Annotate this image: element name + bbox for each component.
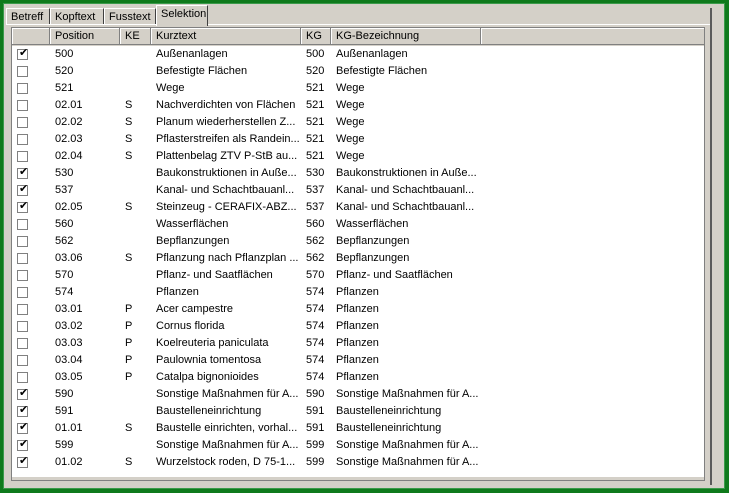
cell-ke: P [125, 320, 133, 332]
row-checkbox[interactable] [17, 168, 28, 179]
table-row[interactable] [12, 46, 704, 63]
row-checkbox[interactable] [17, 321, 28, 332]
cell-ke [120, 267, 151, 284]
cell-position: 03.02 [55, 320, 83, 332]
cell-kg: 562 [306, 235, 325, 247]
cell-kg-bezeichnung: Befestigte Flächen [336, 65, 428, 77]
cell-kurztext: Planum wiederherstellen Z... [156, 116, 296, 128]
cell-kg: 574 [306, 303, 325, 315]
cell-kurztext: Catalpa bignonioides [156, 371, 259, 383]
table-row[interactable] [12, 165, 704, 182]
cell-kg-bezeichnung: Pflanzen [336, 371, 379, 383]
cell-kg: 570 [306, 269, 325, 281]
table-row[interactable] [12, 267, 704, 284]
cell-kg-bezeichnung: Baukonstruktionen in Auße... [336, 167, 477, 179]
cell-position: 02.02 [55, 116, 83, 128]
cell-kg-bezeichnung: Wege [336, 116, 365, 128]
cell-kg: 560 [306, 218, 325, 230]
cell-kg: 520 [306, 65, 325, 77]
table-row[interactable] [12, 403, 704, 420]
cell-position: 562 [55, 235, 74, 247]
grid-header [12, 28, 704, 46]
cell-position: 500 [55, 48, 74, 60]
cell-kg-bezeichnung: Kanal- und Schachtbauanl... [336, 184, 475, 196]
cell-position: 03.04 [55, 354, 83, 366]
cell-kg: 574 [306, 286, 325, 298]
cell-kg: 590 [306, 388, 325, 400]
cell-position: 574 [55, 286, 74, 298]
cell-kurztext: Pflanz- und Saatflächen [156, 269, 273, 281]
cell-kg: 537 [306, 184, 325, 196]
cell-kurztext: Baukonstruktionen in Auße... [156, 167, 297, 179]
cell-kurztext: Baustelle einrichten, vorhal... [156, 422, 298, 434]
row-checkbox[interactable] [17, 287, 28, 298]
cell-position: 03.01 [55, 303, 83, 315]
row-checkbox[interactable] [17, 457, 28, 468]
tab-bar [6, 5, 714, 25]
cell-kg-bezeichnung: Wege [336, 82, 365, 94]
table-row[interactable] [12, 114, 704, 131]
cell-kurztext: Wege [156, 82, 185, 94]
cell-position: 520 [55, 65, 74, 77]
cell-kg: 537 [306, 201, 325, 213]
cell-kurztext: Wurzelstock roden, D 75-1... [156, 456, 296, 468]
table-row[interactable] [12, 301, 704, 318]
table-row[interactable] [12, 420, 704, 437]
cell-ke [120, 284, 151, 301]
cell-kg: 591 [306, 422, 325, 434]
cell-kurztext: Sonstige Maßnahmen für A... [156, 388, 299, 400]
table-row[interactable] [12, 199, 704, 216]
cell-kurztext: Koelreuteria paniculata [156, 337, 269, 349]
cell-ke [120, 46, 151, 63]
cell-kg: 574 [306, 371, 325, 383]
cell-kg: 521 [306, 116, 325, 128]
cell-kurztext: Bepflanzungen [156, 235, 230, 247]
row-checkbox[interactable] [17, 219, 28, 230]
column-header-kg[interactable]: KG [301, 28, 331, 45]
column-header-kg-bezeichnung[interactable]: KG-Bezeichnung [331, 28, 481, 45]
cell-kg-bezeichnung: Pflanzen [336, 286, 379, 298]
cell-ke [120, 386, 151, 403]
column-header-filler [481, 28, 705, 45]
cell-position: 530 [55, 167, 74, 179]
cell-kurztext: Sonstige Maßnahmen für A... [156, 439, 299, 451]
cell-kg-bezeichnung: Sonstige Maßnahmen für A... [336, 456, 479, 468]
cell-ke [120, 182, 151, 199]
cell-kg: 562 [306, 252, 325, 264]
cell-kg-bezeichnung: Wege [336, 133, 365, 145]
table-row[interactable] [12, 284, 704, 301]
cell-kg-bezeichnung: Sonstige Maßnahmen für A... [336, 388, 479, 400]
cell-kg: 500 [306, 48, 325, 60]
tab-betreff[interactable]: Betreff [6, 8, 50, 24]
column-header-kurztext[interactable]: Kurztext [151, 28, 301, 45]
row-checkbox[interactable] [17, 372, 28, 383]
tab-fusstext[interactable]: Fusstext [104, 8, 156, 24]
cell-ke [120, 63, 151, 80]
cell-kurztext: Steinzeug - CERAFIX-ABZ... [156, 201, 297, 213]
cell-kurztext: Wasserflächen [156, 218, 229, 230]
cell-ke: P [125, 303, 133, 315]
cell-ke: S [125, 150, 133, 162]
table-row[interactable] [12, 318, 704, 335]
cell-kg: 521 [306, 150, 325, 162]
cell-kurztext: Kanal- und Schachtbauanl... [156, 184, 295, 196]
cell-ke: S [125, 99, 133, 111]
row-checkbox[interactable] [17, 338, 28, 349]
table-row[interactable] [12, 63, 704, 80]
table-row[interactable] [12, 386, 704, 403]
cell-kurztext: Acer campestre [156, 303, 234, 315]
cell-kg-bezeichnung: Kanal- und Schachtbauanl... [336, 201, 475, 213]
cell-position: 03.05 [55, 371, 83, 383]
table-row[interactable] [12, 80, 704, 97]
cell-kg-bezeichnung: Baustelleneinrichtung [336, 405, 442, 417]
cell-kurztext: Pflanzung nach Pflanzplan ... [156, 252, 299, 264]
cell-kg: 521 [306, 99, 325, 111]
cell-kg: 574 [306, 354, 325, 366]
cell-ke [120, 233, 151, 250]
cell-kurztext: Plattenbelag ZTV P-StB au... [156, 150, 298, 162]
cell-ke: P [125, 337, 133, 349]
table-row[interactable] [12, 335, 704, 352]
cell-kg-bezeichnung: Pflanz- und Saatflächen [336, 269, 453, 281]
cell-kg-bezeichnung: Pflanzen [336, 337, 379, 349]
cell-position: 591 [55, 405, 74, 417]
cell-position: 01.02 [55, 456, 83, 468]
tab-selektion[interactable]: Selektion [156, 5, 208, 26]
cell-kg-bezeichnung: Baustelleneinrichtung [336, 422, 442, 434]
cell-ke [120, 403, 151, 420]
cell-kg: 574 [306, 320, 325, 332]
cell-ke [120, 216, 151, 233]
cell-ke: S [125, 133, 133, 145]
row-checkbox[interactable] [17, 355, 28, 366]
cell-kg: 574 [306, 337, 325, 349]
table-row[interactable] [12, 233, 704, 250]
right-side-strip [712, 4, 724, 488]
cell-position: 02.03 [55, 133, 83, 145]
cell-kurztext: Baustelleneinrichtung [156, 405, 262, 417]
cell-position: 02.05 [55, 201, 83, 213]
row-checkbox[interactable] [17, 49, 28, 60]
cell-kg: 521 [306, 133, 325, 145]
row-checkbox[interactable] [17, 236, 28, 247]
cell-kg-bezeichnung: Bepflanzungen [336, 235, 410, 247]
cell-kg-bezeichnung: Wege [336, 150, 365, 162]
cell-ke: P [125, 354, 133, 366]
cell-ke: P [125, 371, 133, 383]
cell-kurztext: Pflasterstreifen als Randein... [156, 133, 300, 145]
table-row[interactable] [12, 437, 704, 454]
column-header-ke[interactable]: KE [120, 28, 151, 45]
cell-kurztext: Pflanzen [156, 286, 199, 298]
cell-kg-bezeichnung: Sonstige Maßnahmen für A... [336, 439, 479, 451]
cell-position: 599 [55, 439, 74, 451]
cell-kg: 591 [306, 405, 325, 417]
cell-position: 02.04 [55, 150, 83, 162]
row-checkbox[interactable] [17, 66, 28, 77]
row-checkbox[interactable] [17, 406, 28, 417]
row-checkbox[interactable] [17, 83, 28, 94]
table-row[interactable] [12, 250, 704, 267]
cell-kg-bezeichnung: Pflanzen [336, 320, 379, 332]
cell-ke: S [125, 456, 133, 468]
cell-kg-bezeichnung: Außenanlagen [336, 48, 408, 60]
cell-ke: S [125, 201, 133, 213]
cell-position: 01.01 [55, 422, 83, 434]
cell-position: 03.06 [55, 252, 83, 264]
cell-position: 02.01 [55, 99, 83, 111]
cell-kg-bezeichnung: Pflanzen [336, 354, 379, 366]
cell-kurztext: Cornus florida [156, 320, 225, 332]
cell-position: 590 [55, 388, 74, 400]
cell-kg-bezeichnung: Wege [336, 99, 365, 111]
table-row[interactable] [12, 369, 704, 386]
cell-kg-bezeichnung: Wasserflächen [336, 218, 409, 230]
table-row[interactable] [12, 352, 704, 369]
cell-kurztext: Außenanlagen [156, 48, 228, 60]
row-checkbox[interactable] [17, 100, 28, 111]
table-row[interactable] [12, 216, 704, 233]
cell-kurztext: Paulownia tomentosa [156, 354, 262, 366]
table-row[interactable] [12, 182, 704, 199]
grid-bottom-edge [12, 477, 704, 480]
cell-kg: 599 [306, 439, 325, 451]
row-checkbox[interactable] [17, 151, 28, 162]
tab-kopftext[interactable]: Kopftext [50, 8, 104, 24]
table-row[interactable] [12, 97, 704, 114]
cell-kg: 521 [306, 82, 325, 94]
row-checkbox[interactable] [17, 389, 28, 400]
column-header-position[interactable]: Position [50, 28, 120, 45]
grid-rows [12, 46, 704, 471]
cell-kg-bezeichnung: Bepflanzungen [336, 252, 410, 264]
cell-ke: S [125, 116, 133, 128]
selection-grid[interactable] [11, 27, 705, 481]
cell-position: 521 [55, 82, 74, 94]
cell-kg-bezeichnung: Pflanzen [336, 303, 379, 315]
cell-kg: 530 [306, 167, 325, 179]
cell-ke [120, 80, 151, 97]
cell-kg: 599 [306, 456, 325, 468]
cell-position: 03.03 [55, 337, 83, 349]
row-checkbox[interactable] [17, 304, 28, 315]
row-checkbox[interactable] [17, 202, 28, 213]
window-frame [3, 3, 725, 489]
row-checkbox[interactable] [17, 134, 28, 145]
tab-underline [6, 24, 710, 25]
cell-kurztext: Befestigte Flächen [156, 65, 248, 77]
cell-ke: S [125, 252, 133, 264]
cell-position: 570 [55, 269, 74, 281]
column-header-check[interactable] [12, 28, 50, 45]
cell-ke [120, 165, 151, 182]
cell-position: 560 [55, 218, 74, 230]
cell-ke: S [125, 422, 133, 434]
table-row[interactable] [12, 454, 704, 471]
row-checkbox[interactable] [17, 440, 28, 451]
row-checkbox[interactable] [17, 423, 28, 434]
cell-position: 537 [55, 184, 74, 196]
row-checkbox[interactable] [17, 117, 28, 128]
row-checkbox[interactable] [17, 185, 28, 196]
row-checkbox[interactable] [17, 253, 28, 264]
table-row[interactable] [12, 148, 704, 165]
cell-kurztext: Nachverdichten von Flächen [156, 99, 296, 111]
cell-ke [120, 437, 151, 454]
table-row[interactable] [12, 131, 704, 148]
row-checkbox[interactable] [17, 270, 28, 281]
